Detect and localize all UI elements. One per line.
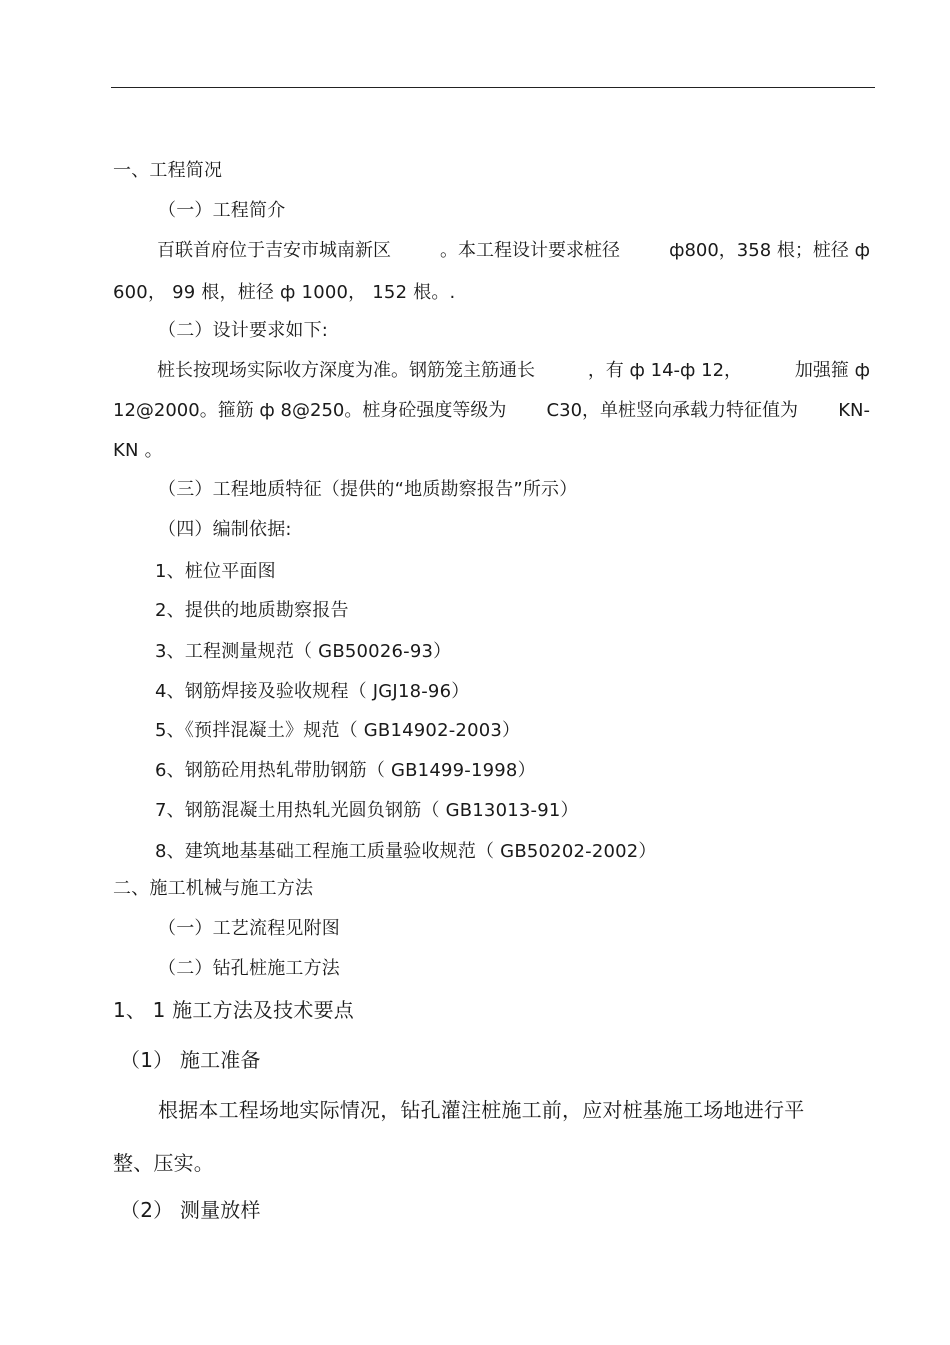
project-intro-line-1: [157, 240, 870, 262]
text-segment: KN-: [838, 400, 870, 421]
text-segment: 12@2000。箍筋 ф 8@250。桩身砼强度等级为: [113, 400, 507, 421]
section-heading-1: 一、工程简况: [113, 160, 223, 181]
item-construction-prep: （1） 施工准备: [120, 1048, 261, 1072]
text-segment: 桩长按现场实际收方深度为准。钢筋笼主筋通长: [157, 360, 535, 381]
basis-item: 1、桩位平面图: [155, 561, 276, 582]
text-segment: ，有 ф 14-ф 12，: [587, 360, 743, 381]
project-intro-line-2: 600， 99 根，桩径 ф 1000， 152 根。.: [113, 282, 456, 303]
basis-item: 6、钢筋砼用热轧带肋钢筋（ GB1499-1998）: [155, 760, 536, 781]
text-segment: 百联首府位于吉安市城南新区: [157, 240, 391, 261]
subsection-project-intro: （一）工程简介: [158, 200, 286, 221]
text-segment: 加强箍 ф: [794, 360, 870, 381]
text-segment: ф800，358 根；桩径 ф: [669, 240, 870, 261]
design-req-line-1: [157, 360, 870, 382]
design-req-line-3: KN 。: [113, 440, 163, 461]
prep-paragraph-line-1: 根据本工程场地实际情况，钻孔灌注桩施工前，应对桩基施工场地进行平: [158, 1098, 805, 1122]
basis-item: 5、《预拌混凝土》规范（ GB14902-2003）: [155, 720, 521, 741]
subsection-basis: （四）编制依据:: [158, 519, 292, 540]
basis-item: 7、钢筋混凝土用热轧光圆负钢筋（ GB13013-91）: [155, 800, 579, 821]
subsection-process-flow: （一）工艺流程见附图: [158, 918, 340, 939]
text-segment: 。本工程设计要求桩径: [440, 240, 621, 261]
section-heading-2: 二、施工机械与施工方法: [113, 878, 314, 899]
design-req-line-2: [113, 400, 870, 422]
basis-item: 4、钢筋焊接及验收规程（ JGJ18-96）: [155, 681, 470, 702]
prep-paragraph-line-2: 整、压实。: [113, 1151, 214, 1175]
subsection-bored-pile-method: （二）钻孔桩施工方法: [158, 958, 340, 979]
header-rule: [111, 87, 875, 88]
item-survey-layout: （2） 测量放样: [120, 1198, 261, 1222]
basis-item: 3、工程测量规范（ GB50026-93）: [155, 641, 452, 662]
subsection-geology: （三）工程地质特征（提供的“地质勘察报告”所示）: [158, 479, 578, 500]
basis-item: 8、建筑地基基础工程施工质量验收规范（ GB50202-2002）: [155, 841, 657, 862]
basis-item: 2、提供的地质勘察报告: [155, 600, 349, 621]
text-segment: C30，单桩竖向承载力特征值为: [546, 400, 799, 421]
subsection-design-requirements: （二）设计要求如下:: [158, 320, 329, 341]
method-point-1: 1、 1 施工方法及技术要点: [113, 998, 354, 1022]
